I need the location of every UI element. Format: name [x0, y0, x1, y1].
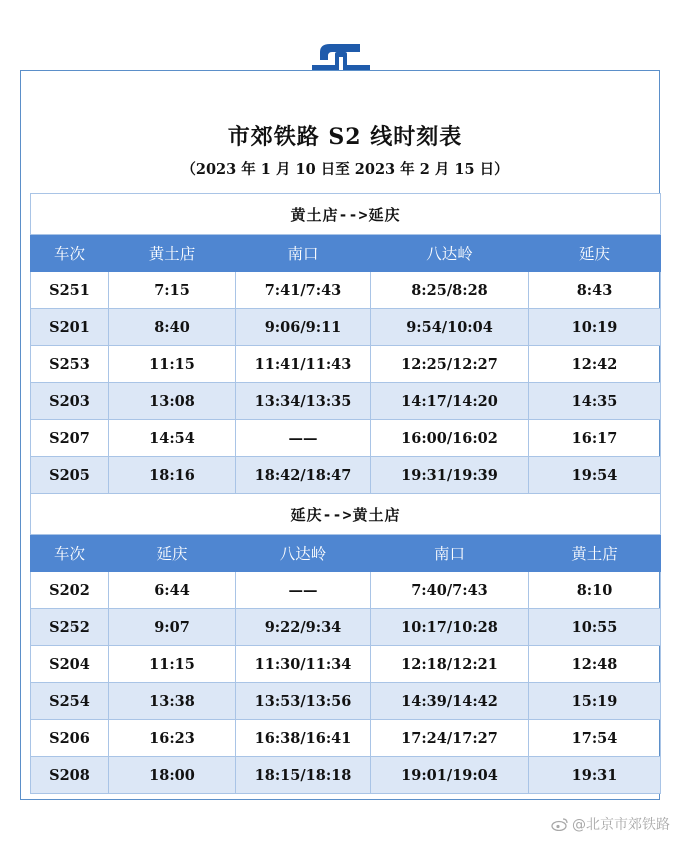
time-cell: 18:00 [109, 757, 236, 794]
time-cell: 9:54/10:04 [371, 309, 529, 346]
table-row [31, 572, 661, 609]
time-cell: 6:44 [109, 572, 236, 609]
table-row [31, 420, 661, 457]
time-cell: 10:55 [529, 609, 661, 646]
time-cell: 7:15 [109, 272, 236, 309]
time-cell: 14:39/14:42 [371, 683, 529, 720]
train-number-cell: S202 [31, 572, 109, 609]
column-header: 车次 [31, 235, 109, 272]
time-cell: 12:18/12:21 [371, 646, 529, 683]
timetable [30, 193, 661, 794]
train-number-cell: S208 [31, 757, 109, 794]
time-cell: 11:30/11:34 [236, 646, 371, 683]
time-cell: 8:43 [529, 272, 661, 309]
time-cell: 18:16 [109, 457, 236, 494]
column-header: 黄土店 [529, 535, 661, 572]
column-header: 车次 [31, 535, 109, 572]
direction-row [31, 494, 661, 535]
time-cell: —— [236, 572, 371, 609]
time-cell: 8:10 [529, 572, 661, 609]
table-row [31, 720, 661, 757]
time-cell: 18:15/18:18 [236, 757, 371, 794]
time-cell: 17:54 [529, 720, 661, 757]
train-number-cell: S205 [31, 457, 109, 494]
table-row [31, 646, 661, 683]
time-cell: 19:01/19:04 [371, 757, 529, 794]
time-cell: —— [236, 420, 371, 457]
page-title: 市郊铁路 S2 线时刻表 [227, 124, 463, 150]
time-cell: 12:25/12:27 [371, 346, 529, 383]
table-row [31, 272, 661, 309]
watermark-text: @北京市郊铁路 [572, 817, 670, 833]
time-cell: 16:17 [529, 420, 661, 457]
direction-label: 黄土店-->延庆 [31, 194, 661, 235]
table-row [31, 309, 661, 346]
time-cell: 19:31 [529, 757, 661, 794]
train-number-cell: S252 [31, 609, 109, 646]
train-number-cell: S207 [31, 420, 109, 457]
table-row [31, 683, 661, 720]
table-row [31, 609, 661, 646]
time-cell: 18:42/18:47 [236, 457, 371, 494]
time-cell: 8:25/8:28 [371, 272, 529, 309]
train-number-cell: S204 [31, 646, 109, 683]
train-number-cell: S254 [31, 683, 109, 720]
time-cell: 13:34/13:35 [236, 383, 371, 420]
time-cell: 9:07 [109, 609, 236, 646]
time-cell: 15:19 [529, 683, 661, 720]
time-cell: 13:38 [109, 683, 236, 720]
time-cell: 13:53/13:56 [236, 683, 371, 720]
table-row [31, 346, 661, 383]
time-cell: 14:35 [529, 383, 661, 420]
column-header: 黄土店 [109, 235, 236, 272]
time-cell: 12:42 [529, 346, 661, 383]
time-cell: 9:22/9:34 [236, 609, 371, 646]
time-cell: 11:15 [109, 646, 236, 683]
train-number-cell: S203 [31, 383, 109, 420]
time-cell: 14:17/14:20 [371, 383, 529, 420]
column-header: 八达岭 [236, 535, 371, 572]
column-header: 八达岭 [371, 235, 529, 272]
table-row [31, 383, 661, 420]
time-cell: 10:17/10:28 [371, 609, 529, 646]
table-row [31, 457, 661, 494]
train-number-cell: S206 [31, 720, 109, 757]
header-row [31, 535, 661, 572]
time-cell: 7:41/7:43 [236, 272, 371, 309]
time-cell: 16:00/16:02 [371, 420, 529, 457]
time-cell: 8:40 [109, 309, 236, 346]
column-header: 延庆 [529, 235, 661, 272]
column-header: 南口 [371, 535, 529, 572]
header-row [31, 235, 661, 272]
table-row [31, 757, 661, 794]
time-cell: 16:38/16:41 [236, 720, 371, 757]
time-cell: 19:54 [529, 457, 661, 494]
time-cell: 9:06/9:11 [236, 309, 371, 346]
train-number-cell: S253 [31, 346, 109, 383]
time-cell: 11:15 [109, 346, 236, 383]
time-cell: 16:23 [109, 720, 236, 757]
time-cell: 17:24/17:27 [371, 720, 529, 757]
time-cell: 19:31/19:39 [371, 457, 529, 494]
column-header: 南口 [236, 235, 371, 272]
time-cell: 7:40/7:43 [371, 572, 529, 609]
direction-label: 延庆-->黄土店 [31, 494, 661, 535]
column-header: 延庆 [109, 535, 236, 572]
date-range-subtitle: （2023 年 1 月 10 日至 2023 年 2 月 15 日） [181, 161, 509, 178]
time-cell: 12:48 [529, 646, 661, 683]
time-cell: 14:54 [109, 420, 236, 457]
direction-row [31, 194, 661, 235]
time-cell: 11:41/11:43 [236, 346, 371, 383]
time-cell: 10:19 [529, 309, 661, 346]
time-cell: 13:08 [109, 383, 236, 420]
weibo-watermark [551, 814, 670, 834]
train-number-cell: S251 [31, 272, 109, 309]
weibo-icon [551, 817, 569, 831]
train-number-cell: S201 [31, 309, 109, 346]
